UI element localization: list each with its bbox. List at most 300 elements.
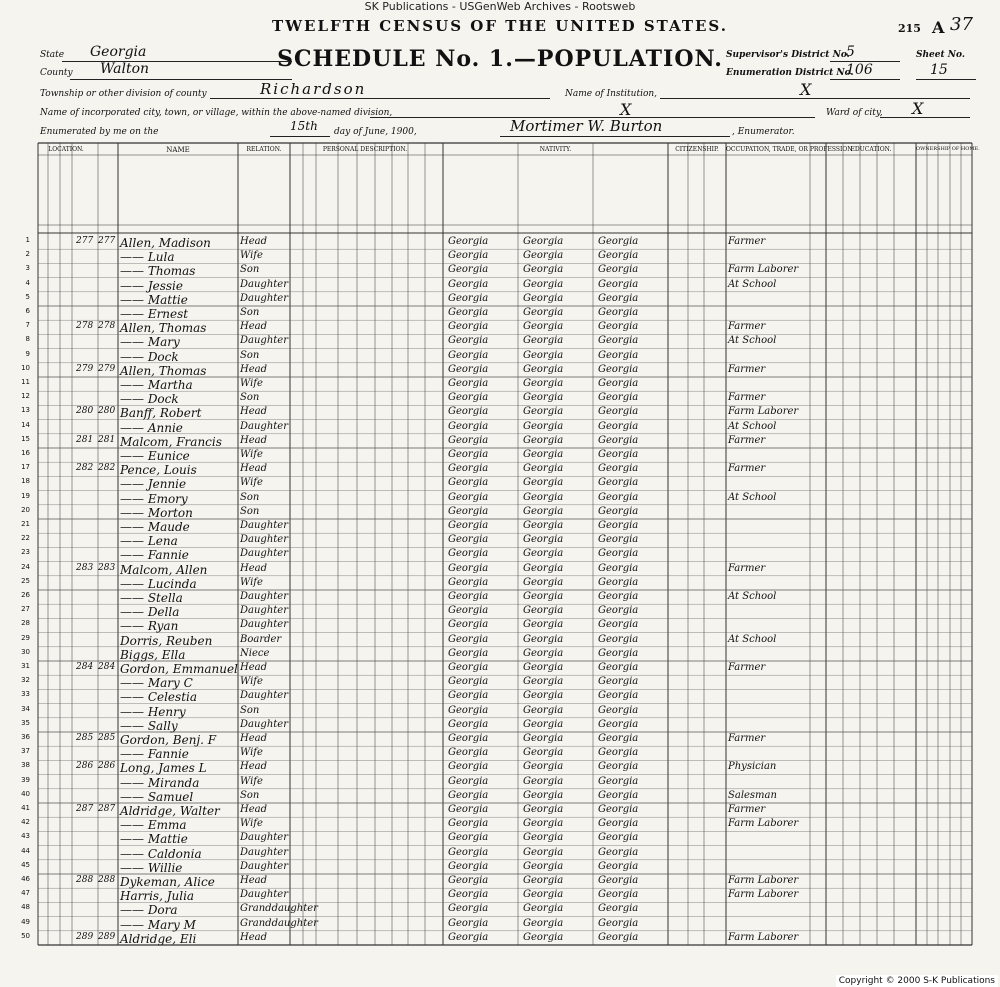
- page-annotation: 37: [950, 14, 973, 35]
- mother-birthplace: Georgia: [598, 278, 639, 290]
- occupation-value: Physician: [728, 761, 777, 773]
- relation-value: Head: [240, 761, 268, 773]
- father-birthplace: Georgia: [523, 406, 564, 418]
- occupation-value: Farmer: [728, 562, 766, 574]
- mother-birthplace: Georgia: [598, 392, 639, 404]
- birthplace-value: Georgia: [448, 903, 489, 915]
- enumerator-label: , Enumerator.: [732, 127, 795, 137]
- person-name: —— Fannie: [120, 747, 189, 762]
- row-number: 6: [25, 307, 30, 315]
- birthplace-value: Georgia: [448, 236, 489, 247]
- page-letter: A: [932, 18, 945, 37]
- occupation-value: Farmer: [728, 804, 766, 815]
- person-name: Malcom, Francis: [120, 434, 222, 449]
- person-name: —— Miranda: [120, 775, 200, 790]
- father-birthplace: Georgia: [523, 321, 564, 333]
- relation-value: Head: [240, 363, 268, 375]
- mother-birthplace: Georgia: [598, 378, 639, 389]
- birthplace-value: Georgia: [448, 562, 489, 574]
- relation-value: Granddaughter: [240, 917, 318, 929]
- family-number: 285: [98, 733, 116, 743]
- person-name: Dorris, Reuben: [120, 633, 213, 648]
- mother-birthplace: Georgia: [598, 576, 639, 588]
- occupation-value: At School: [728, 591, 777, 602]
- dwelling-number: 288: [76, 875, 94, 885]
- mother-birthplace: Georgia: [598, 903, 639, 915]
- row-number: 25: [21, 576, 30, 585]
- mother-birthplace: Georgia: [598, 846, 639, 858]
- mother-birthplace: Georgia: [598, 662, 639, 673]
- dwelling-number: 286: [76, 761, 94, 772]
- person-name: Allen, Madison: [120, 236, 211, 250]
- birthplace-value: Georgia: [448, 875, 489, 886]
- relation-value: Wife: [240, 576, 263, 588]
- state-value: Georgia: [90, 44, 147, 60]
- father-birthplace: Georgia: [523, 676, 564, 688]
- father-birthplace: Georgia: [523, 860, 564, 872]
- relation-value: Wife: [240, 775, 263, 787]
- relation-value: Daughter: [240, 420, 288, 432]
- birthplace-value: Georgia: [448, 889, 489, 901]
- row-number: 17: [21, 463, 30, 472]
- relation-value: Wife: [240, 449, 263, 460]
- copyright-footer: Copyright © 2000 S-K Publications: [836, 975, 998, 987]
- mother-birthplace: Georgia: [598, 889, 639, 901]
- relation-value: Daughter: [240, 846, 288, 858]
- birthplace-value: Georgia: [448, 633, 489, 645]
- relation-value: Daughter: [240, 690, 288, 702]
- relation-value: Son: [240, 307, 260, 318]
- dwelling-number: 284: [76, 662, 94, 672]
- person-name: Long, James L: [120, 761, 207, 776]
- row-number: 38: [21, 761, 30, 770]
- relation-value: Daughter: [240, 278, 288, 290]
- person-name: —— Henry: [120, 704, 186, 719]
- row-number: 48: [21, 903, 30, 912]
- father-birthplace: Georgia: [523, 789, 564, 801]
- person-name: —— Mary: [120, 335, 180, 350]
- mother-birthplace: Georgia: [598, 434, 639, 446]
- row-number: 10: [21, 363, 30, 372]
- mother-birthplace: Georgia: [598, 761, 639, 773]
- father-birthplace: Georgia: [523, 875, 564, 886]
- person-name: Allen, Thomas: [120, 363, 207, 378]
- row-number: 36: [21, 733, 30, 741]
- mother-birthplace: Georgia: [598, 505, 639, 517]
- mother-birthplace: Georgia: [598, 349, 639, 361]
- mother-birthplace: Georgia: [598, 633, 639, 645]
- row-number: 30: [21, 647, 30, 656]
- mother-birthplace: Georgia: [598, 704, 639, 716]
- father-birthplace: Georgia: [523, 505, 564, 517]
- mother-birthplace: Georgia: [598, 477, 639, 489]
- occupation-value: Salesman: [728, 789, 777, 801]
- relation-value: Son: [240, 264, 260, 276]
- birthplace-value: Georgia: [448, 505, 489, 517]
- occupation-value: Farmer: [728, 236, 766, 247]
- birthplace-value: Georgia: [448, 576, 489, 588]
- enumerated-day: 15th: [290, 119, 318, 133]
- relation-value: Boarder: [240, 633, 282, 645]
- family-number: 284: [98, 662, 116, 672]
- row-number: 29: [21, 633, 30, 642]
- mother-birthplace: Georgia: [598, 676, 639, 688]
- mother-birthplace: Georgia: [598, 321, 639, 333]
- person-name: Aldridge, Eli: [120, 931, 197, 946]
- birthplace-value: Georgia: [448, 931, 489, 943]
- person-name: —— Caldonia: [120, 846, 202, 861]
- occupation-value: Farm Laborer: [728, 818, 799, 830]
- father-birthplace: Georgia: [523, 562, 564, 574]
- father-birthplace: Georgia: [523, 804, 564, 815]
- row-number: 41: [21, 804, 30, 812]
- row-number: 34: [21, 704, 30, 713]
- occupation-value: Farmer: [728, 662, 766, 673]
- person-name: Allen, Thomas: [120, 321, 207, 336]
- sheet-label: Sheet No.: [916, 50, 965, 60]
- dwelling-number: 283: [76, 562, 94, 573]
- col-personal: PERSONAL DESCRIPTION.: [322, 146, 408, 153]
- row-number: 8: [25, 335, 30, 344]
- person-name: —— Fannie: [120, 548, 189, 563]
- birthplace-value: Georgia: [448, 491, 489, 503]
- mother-birthplace: Georgia: [598, 747, 639, 759]
- person-name: —— Dora: [120, 903, 178, 918]
- person-name: —— Dock: [120, 392, 179, 407]
- father-birthplace: Georgia: [523, 662, 564, 673]
- occupation-value: At School: [728, 633, 777, 645]
- dwelling-number: 281: [76, 434, 94, 445]
- mother-birthplace: Georgia: [598, 619, 639, 631]
- person-name: Gordon, Emmanuel: [120, 662, 238, 676]
- dwelling-number: 287: [76, 804, 94, 814]
- father-birthplace: Georgia: [523, 619, 564, 631]
- enumeration-label: Enumeration District No.: [726, 68, 854, 78]
- mother-birthplace: Georgia: [598, 463, 639, 475]
- person-name: Aldridge, Walter: [120, 804, 220, 818]
- birthplace-value: Georgia: [448, 392, 489, 404]
- person-name: —— Mary M: [120, 917, 196, 932]
- occupation-value: Farmer: [728, 321, 766, 333]
- ward-value: X: [912, 99, 924, 118]
- family-number: 278: [98, 321, 116, 332]
- person-name: —— Celestia: [120, 690, 198, 705]
- occupation-value: At School: [728, 491, 777, 503]
- mother-birthplace: Georgia: [598, 307, 639, 318]
- enumeration-value: 106: [846, 62, 873, 78]
- township-label: Township or other division of county: [40, 89, 207, 99]
- father-birthplace: Georgia: [523, 250, 564, 262]
- page-number: 215: [898, 22, 921, 35]
- birthplace-value: Georgia: [448, 321, 489, 333]
- birthplace-value: Georgia: [448, 818, 489, 830]
- person-name: —— Lula: [120, 250, 175, 265]
- person-name: —— Lucinda: [120, 576, 197, 591]
- relation-value: Niece: [240, 647, 270, 659]
- person-name: —— Samuel: [120, 789, 194, 804]
- relation-value: Granddaughter: [240, 903, 318, 915]
- row-number: 11: [21, 378, 30, 386]
- col-education: EDUCATION.: [850, 146, 892, 153]
- person-name: Banff, Robert: [120, 406, 202, 421]
- birthplace-value: Georgia: [448, 406, 489, 418]
- row-number: 19: [21, 491, 30, 500]
- row-number: 45: [21, 860, 30, 869]
- relation-value: Son: [240, 505, 260, 517]
- mother-birthplace: Georgia: [598, 562, 639, 574]
- birthplace-value: Georgia: [448, 335, 489, 347]
- father-birthplace: Georgia: [523, 434, 564, 446]
- father-birthplace: Georgia: [523, 449, 564, 460]
- day-label: day of June, 1900,: [334, 127, 417, 137]
- family-number: 283: [98, 562, 116, 573]
- city-value: X: [620, 100, 632, 119]
- family-number: 279: [98, 363, 116, 374]
- county-label: County: [40, 68, 73, 78]
- mother-birthplace: Georgia: [598, 718, 639, 730]
- row-number: 40: [21, 789, 30, 798]
- birthplace-value: Georgia: [448, 789, 489, 801]
- relation-value: Daughter: [240, 292, 288, 304]
- col-nativity: NATIVITY.: [539, 146, 572, 153]
- occupation-value: Farmer: [728, 363, 766, 375]
- row-number: 1: [25, 236, 30, 244]
- father-birthplace: Georgia: [523, 775, 564, 787]
- row-number: 2: [25, 250, 30, 259]
- mother-birthplace: Georgia: [598, 548, 639, 560]
- father-birthplace: Georgia: [523, 491, 564, 503]
- person-name: Gordon, Benj. F: [120, 733, 217, 747]
- mother-birthplace: Georgia: [598, 789, 639, 801]
- person-name: —— Mattie: [120, 832, 188, 847]
- person-name: —— Willie: [120, 860, 183, 875]
- supervisor-value: 5: [846, 44, 855, 60]
- source-line: SK Publications - USGenWeb Archives - Rootsweb: [364, 0, 636, 13]
- relation-value: Head: [240, 562, 268, 574]
- father-birthplace: Georgia: [523, 704, 564, 716]
- relation-value: Wife: [240, 818, 263, 830]
- father-birthplace: Georgia: [523, 718, 564, 730]
- relation-value: Daughter: [240, 548, 288, 560]
- dwelling-number: 280: [76, 406, 94, 417]
- relation-value: Wife: [240, 676, 263, 688]
- mother-birthplace: Georgia: [598, 647, 639, 659]
- person-name: —— Stella: [120, 591, 183, 605]
- father-birthplace: Georgia: [523, 534, 564, 546]
- person-name: —— Thomas: [120, 264, 196, 279]
- person-name: —— Ernest: [120, 307, 189, 321]
- father-birthplace: Georgia: [523, 278, 564, 290]
- row-number: 26: [21, 591, 30, 599]
- father-birthplace: Georgia: [523, 307, 564, 318]
- mother-birthplace: Georgia: [598, 605, 639, 617]
- birthplace-value: Georgia: [448, 704, 489, 716]
- col-occupation: OCCUPATION, TRADE, OR PROFESSION: [726, 146, 853, 153]
- mother-birthplace: Georgia: [598, 449, 639, 460]
- row-number: 46: [21, 875, 30, 883]
- mother-birthplace: Georgia: [598, 875, 639, 886]
- mother-birthplace: Georgia: [598, 690, 639, 702]
- person-name: Biggs, Ella: [120, 647, 186, 662]
- birthplace-value: Georgia: [448, 264, 489, 276]
- row-number: 35: [21, 718, 30, 727]
- relation-value: Head: [240, 662, 268, 673]
- birthplace-value: Georgia: [448, 605, 489, 617]
- birthplace-value: Georgia: [448, 860, 489, 872]
- county-value: Walton: [100, 61, 150, 77]
- occupation-value: At School: [728, 335, 777, 347]
- person-name: —— Mary C: [120, 676, 193, 691]
- birthplace-value: Georgia: [448, 775, 489, 787]
- relation-value: Head: [240, 236, 268, 247]
- father-birthplace: Georgia: [523, 264, 564, 276]
- row-number: 24: [21, 562, 30, 571]
- relation-value: Daughter: [240, 534, 288, 546]
- relation-value: Son: [240, 789, 260, 801]
- father-birthplace: Georgia: [523, 392, 564, 404]
- person-name: Dykeman, Alice: [120, 875, 215, 889]
- father-birthplace: Georgia: [523, 576, 564, 588]
- birthplace-value: Georgia: [448, 463, 489, 475]
- father-birthplace: Georgia: [523, 520, 564, 531]
- person-name: Malcom, Allen: [120, 562, 208, 577]
- row-number: 14: [21, 420, 30, 429]
- mother-birthplace: Georgia: [598, 250, 639, 262]
- family-number: 289: [98, 931, 116, 942]
- row-number: 32: [21, 676, 30, 685]
- birthplace-value: Georgia: [448, 718, 489, 730]
- relation-value: Daughter: [240, 860, 288, 872]
- relation-value: Daughter: [240, 335, 288, 347]
- mother-birthplace: Georgia: [598, 236, 639, 247]
- birthplace-value: Georgia: [448, 619, 489, 631]
- row-number: 15: [21, 434, 30, 443]
- mother-birthplace: Georgia: [598, 917, 639, 929]
- occupation-value: Farm Laborer: [728, 406, 799, 418]
- father-birthplace: Georgia: [523, 832, 564, 844]
- birthplace-value: Georgia: [448, 647, 489, 659]
- mother-birthplace: Georgia: [598, 292, 639, 304]
- row-number: 28: [21, 619, 30, 628]
- person-name: —— Morton: [120, 505, 193, 520]
- relation-value: Head: [240, 463, 268, 475]
- mother-birthplace: Georgia: [598, 860, 639, 872]
- township-value: Richardson: [260, 80, 367, 98]
- row-number: 5: [25, 292, 30, 301]
- mother-birthplace: Georgia: [598, 264, 639, 276]
- dwelling-number: 279: [76, 363, 94, 374]
- institution-label: Name of Institution,: [565, 89, 658, 99]
- person-name: —— Della: [120, 605, 180, 620]
- father-birthplace: Georgia: [523, 236, 564, 247]
- col-relation: RELATION.: [246, 146, 282, 153]
- birthplace-value: Georgia: [448, 278, 489, 290]
- row-number: 33: [21, 690, 30, 699]
- relation-value: Wife: [240, 477, 263, 489]
- birthplace-value: Georgia: [448, 733, 489, 744]
- relation-value: Wife: [240, 378, 263, 389]
- birthplace-value: Georgia: [448, 846, 489, 858]
- person-name: —— Martha: [120, 378, 193, 392]
- dwelling-number: 289: [76, 931, 94, 942]
- relation-value: Daughter: [240, 520, 288, 531]
- father-birthplace: Georgia: [523, 761, 564, 773]
- col-location: LOCATION.: [48, 146, 84, 153]
- occupation-value: At School: [728, 420, 777, 432]
- person-name: —— Dock: [120, 349, 179, 364]
- person-name: —— Annie: [120, 420, 183, 435]
- state-label: State: [40, 50, 65, 60]
- row-number: 7: [25, 321, 30, 330]
- birthplace-value: Georgia: [448, 378, 489, 389]
- dwelling-number: 278: [76, 321, 94, 332]
- relation-value: Son: [240, 491, 260, 503]
- birthplace-value: Georgia: [448, 449, 489, 460]
- occupation-value: At School: [728, 278, 777, 290]
- mother-birthplace: Georgia: [598, 406, 639, 418]
- row-number: 37: [21, 747, 30, 756]
- relation-value: Head: [240, 931, 268, 943]
- relation-value: Head: [240, 875, 268, 886]
- relation-value: Head: [240, 406, 268, 418]
- occupation-value: Farm Laborer: [728, 264, 799, 276]
- mother-birthplace: Georgia: [598, 491, 639, 503]
- person-name: Harris, Julia: [120, 889, 195, 904]
- person-name: —— Emma: [120, 818, 187, 833]
- person-name: —— Emory: [120, 491, 188, 506]
- sheet-value: 15: [930, 62, 948, 78]
- row-number: 21: [21, 520, 30, 528]
- relation-value: Daughter: [240, 832, 288, 844]
- person-name: Pence, Louis: [120, 463, 197, 478]
- row-number: 4: [25, 278, 30, 287]
- relation-value: Head: [240, 733, 268, 744]
- relation-value: Daughter: [240, 591, 288, 602]
- relation-value: Wife: [240, 747, 263, 759]
- row-number: 18: [21, 477, 30, 486]
- family-number: 277: [98, 236, 116, 246]
- father-birthplace: Georgia: [523, 548, 564, 560]
- family-number: 287: [98, 804, 116, 814]
- birthplace-value: Georgia: [448, 832, 489, 844]
- birthplace-value: Georgia: [448, 548, 489, 560]
- birthplace-value: Georgia: [448, 676, 489, 688]
- birthplace-value: Georgia: [448, 349, 489, 361]
- mother-birthplace: Georgia: [598, 534, 639, 546]
- person-name: —— Maude: [120, 520, 190, 534]
- mother-birthplace: Georgia: [598, 733, 639, 744]
- birthplace-value: Georgia: [448, 520, 489, 531]
- enumerated-label: Enumerated by me on the: [40, 127, 159, 137]
- father-birthplace: Georgia: [523, 633, 564, 645]
- row-number: 9: [25, 349, 30, 358]
- occupation-value: Farm Laborer: [728, 889, 799, 901]
- relation-value: Son: [240, 349, 260, 361]
- occupation-value: Farmer: [728, 392, 766, 404]
- occupation-value: Farmer: [728, 434, 766, 446]
- birthplace-value: Georgia: [448, 292, 489, 304]
- mother-birthplace: Georgia: [598, 520, 639, 531]
- institution-value: X: [800, 80, 812, 99]
- birthplace-value: Georgia: [448, 690, 489, 702]
- family-number: 280: [98, 406, 116, 417]
- family-number: 288: [98, 875, 116, 885]
- occupation-value: Farm Laborer: [728, 875, 799, 886]
- person-name: —— Eunice: [120, 449, 190, 463]
- mother-birthplace: Georgia: [598, 804, 639, 815]
- father-birthplace: Georgia: [523, 747, 564, 759]
- row-number: 39: [21, 775, 30, 784]
